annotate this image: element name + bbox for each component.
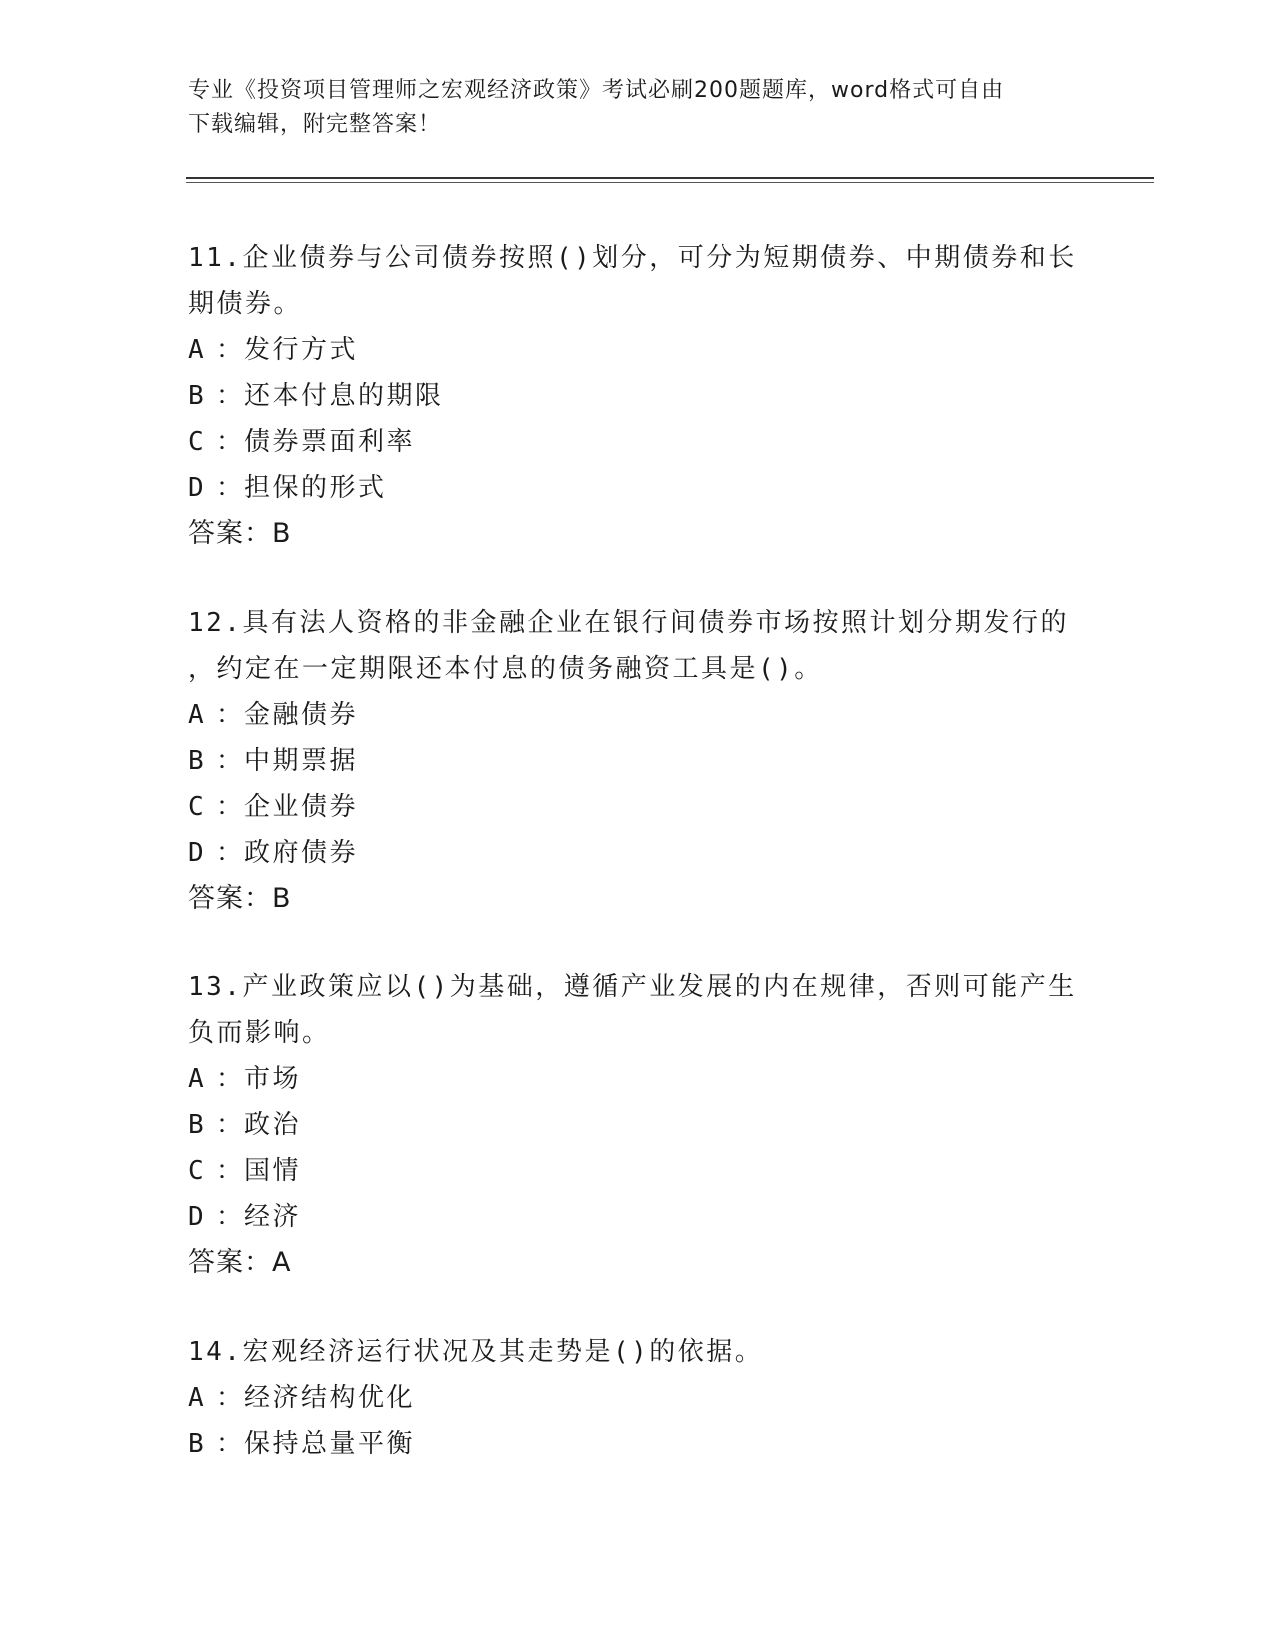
option-b <box>188 738 1088 784</box>
option-text: 还本付息的期限 <box>244 381 444 411</box>
question-stem-line-2: ，约定在一定期限还本付息的债务融资工具是()。 <box>188 654 823 684</box>
option-b <box>188 1102 1088 1148</box>
option-a <box>188 1056 1088 1102</box>
option-d <box>188 465 1088 511</box>
option-text: 经济 <box>244 1202 302 1232</box>
option-text: 金融债券 <box>244 700 359 730</box>
option-separator: ： <box>216 1383 245 1413</box>
option-letter: A <box>188 700 207 730</box>
option-text: 保持总量平衡 <box>244 1429 416 1459</box>
option-text: 政府债券 <box>244 838 359 868</box>
option-separator: ： <box>216 1064 245 1094</box>
header-divider-bottom <box>186 182 1154 183</box>
option-text: 担保的形式 <box>244 473 387 503</box>
option-letter: B <box>188 381 207 411</box>
option-letter: C <box>188 427 207 457</box>
document-header <box>188 74 1068 142</box>
option-separator: ： <box>216 381 245 411</box>
option-letter: A <box>188 1064 207 1094</box>
option-letter: C <box>188 792 207 822</box>
option-letter: B <box>188 746 207 776</box>
answer-line: 答案：A <box>188 1247 292 1278</box>
option-letter: A <box>188 335 207 365</box>
option-d <box>188 1194 1088 1240</box>
option-separator: ： <box>216 700 245 730</box>
question-stem-line-2: 负而影响。 <box>188 1018 331 1048</box>
option-letter: B <box>188 1110 207 1140</box>
option-c <box>188 1148 1088 1194</box>
question-14 <box>188 1329 1088 1467</box>
option-text: 发行方式 <box>244 335 359 365</box>
option-text: 经济结构优化 <box>244 1383 416 1413</box>
option-letter: B <box>188 1429 207 1459</box>
option-text: 市场 <box>244 1064 302 1094</box>
option-letter: D <box>188 473 207 503</box>
question-stem-line-1: 14.宏观经济运行状况及其走势是()的依据。 <box>188 1337 764 1367</box>
header-divider-top <box>186 177 1154 179</box>
option-c <box>188 419 1088 465</box>
question-12 <box>188 600 1088 922</box>
question-stem-line-1: 11.企业债券与公司债券按照()划分，可分为短期债券、中期债券和长 <box>188 243 1077 273</box>
option-letter: D <box>188 838 207 868</box>
option-separator: ： <box>216 335 245 365</box>
option-a <box>188 327 1088 373</box>
option-text: 中期票据 <box>244 746 359 776</box>
header-line-1: 专业《投资项目管理师之宏观经济政策》考试必刷200题题库，word格式可自由 <box>188 78 1005 103</box>
option-separator: ： <box>216 1110 245 1140</box>
question-11 <box>188 235 1088 557</box>
option-letter: D <box>188 1202 207 1232</box>
option-separator: ： <box>216 746 245 776</box>
question-stem-line-1: 12.具有法人资格的非金融企业在银行间债券市场按照计划分期发行的 <box>188 608 1069 638</box>
option-separator: ： <box>216 473 245 503</box>
option-separator: ： <box>216 1156 245 1186</box>
question-13 <box>188 964 1088 1286</box>
option-separator: ： <box>216 427 245 457</box>
option-text: 债券票面利率 <box>244 427 416 457</box>
option-c <box>188 784 1088 830</box>
option-letter: C <box>188 1156 207 1186</box>
header-line-2: 下载编辑，附完整答案！ <box>188 112 442 137</box>
option-b <box>188 373 1088 419</box>
option-text: 政治 <box>244 1110 302 1140</box>
option-separator: ： <box>216 1202 245 1232</box>
option-text: 企业债券 <box>244 792 359 822</box>
option-text: 国情 <box>244 1156 302 1186</box>
answer-line: 答案：B <box>188 518 292 549</box>
option-b <box>188 1421 1088 1467</box>
option-separator: ： <box>216 1429 245 1459</box>
option-a <box>188 692 1088 738</box>
option-letter: A <box>188 1383 207 1413</box>
question-stem-line-1: 13.产业政策应以()为基础，遵循产业发展的内在规律，否则可能产生 <box>188 972 1077 1002</box>
question-stem-line-2: 期债券。 <box>188 289 303 319</box>
option-d <box>188 830 1088 876</box>
answer-line: 答案：B <box>188 883 292 914</box>
option-a <box>188 1375 1088 1421</box>
option-separator: ： <box>216 838 245 868</box>
option-separator: ： <box>216 792 245 822</box>
